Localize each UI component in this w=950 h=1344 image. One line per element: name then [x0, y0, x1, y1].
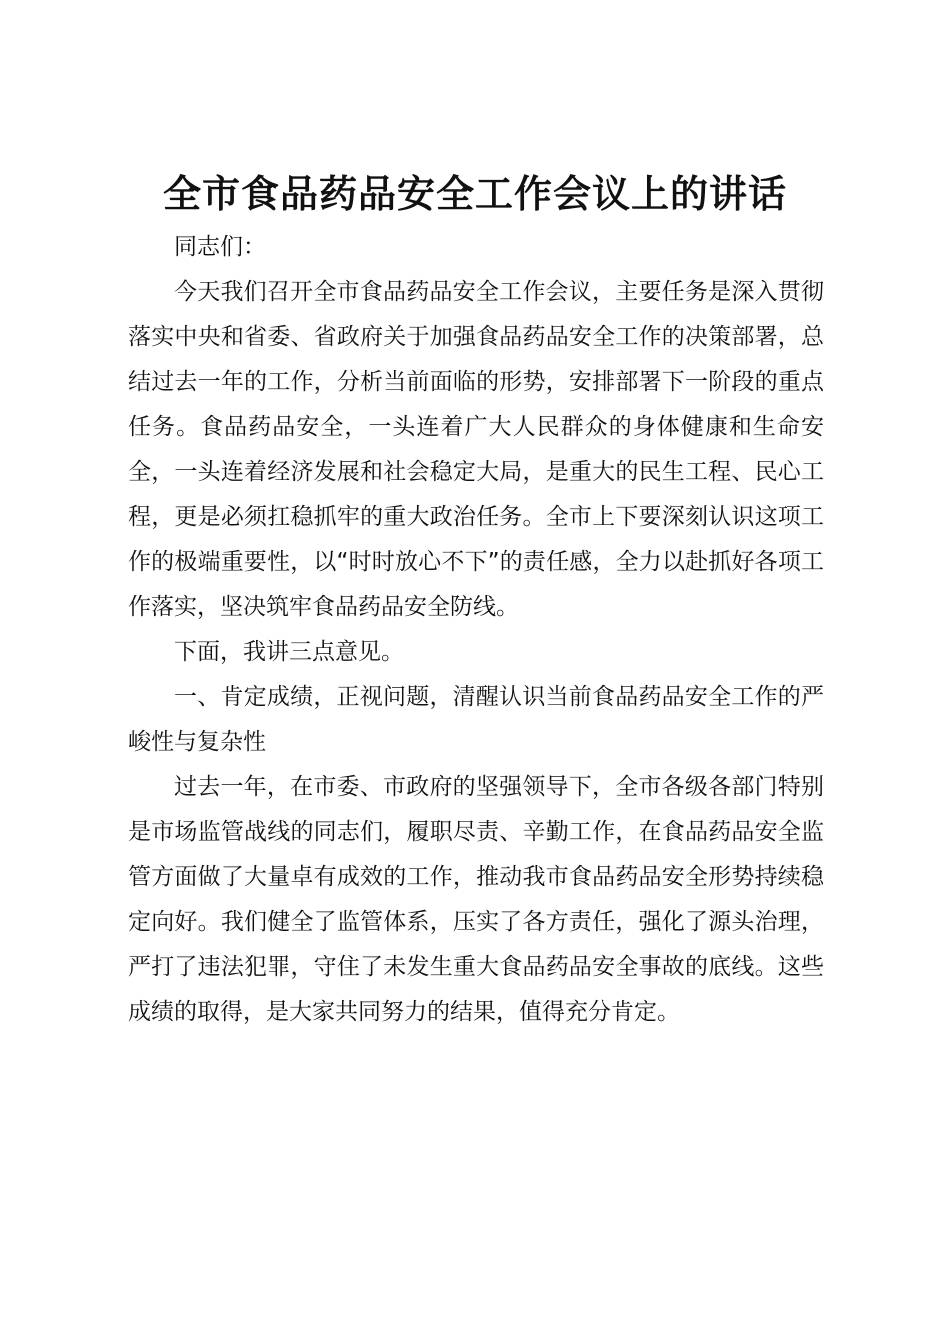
document-body — [128, 225, 824, 1035]
document-title: 全市食品药品安全工作会议上的讲话 — [162, 172, 787, 216]
paragraph-intro: 今天我们召开全市食品药品安全工作会议，主要任务是深入贯彻落实中央和省委、省政府关于加强食品药品安全工作的决策部署，总结过去一年的工作，分析当前面临的形势，安排部署下一阶段的重点任务。食品药品安全，一头连着广大人民群众的身体健康和生命安全，一头连着经济发展和社会稳定大局，是重大的民生工程、民心工程，更是必须扛稳抓牢的重大政治任务。全市上下要深刻认识这项工作的极端重要性，以“时时放心不下”的责任感，全力以赴抓好各项工作落实，坚决筑牢食品药品安全防线。 — [128, 279, 824, 620]
paragraph-transition: 下面，我讲三点意见。 — [174, 639, 404, 665]
section-heading-1: 一、肯定成绩，正视问题，清醒认识当前食品药品安全工作的严峻性与复杂性 — [128, 684, 824, 755]
paragraph-achievements: 过去一年，在市委、市政府的坚强领导下，全市各级各部门特别是市场监管战线的同志们，履职尽责、辛勤工作，在食品药品安全监管方面做了大量卓有成效的工作，推动我市食品药品安全形势持续稳定向好。我们健全了监管体系，压实了各方责任，强化了源头治理，严打了违法犯罪，守住了未发生重大食品药品安全事故的底线。这些成绩的取得，是大家共同努力的结果，值得充分肯定。 — [128, 774, 824, 1025]
salutation: 同志们： — [174, 234, 266, 260]
